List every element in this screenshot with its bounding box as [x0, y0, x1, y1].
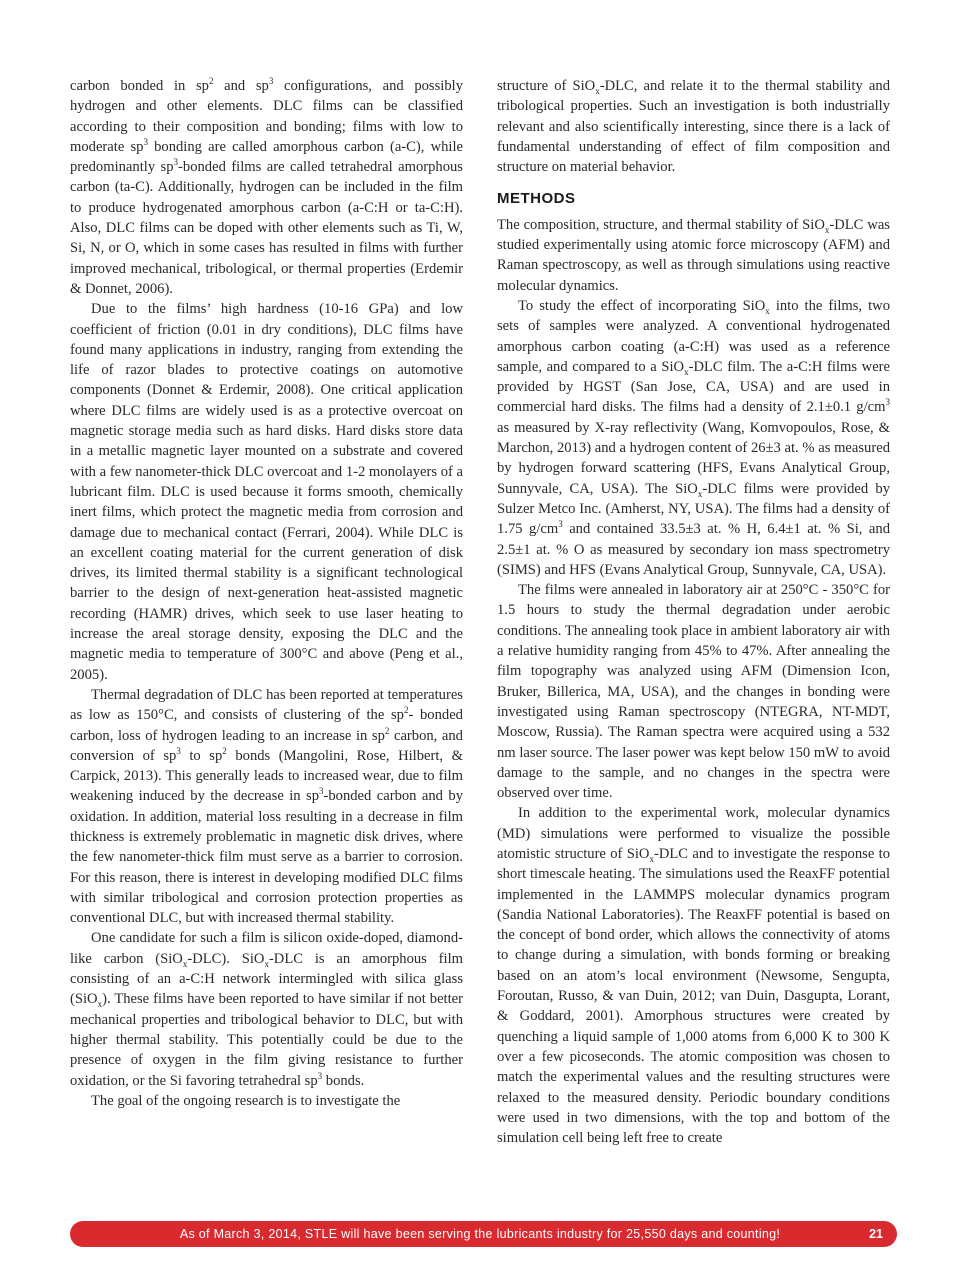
- body-paragraph: structure of SiO$_x$-DLC, and relate it to the thermal stability and tribological properties. Such an investigation is both industrially relevant and also scientifically interesting, since there is a lack of fundamental understanding of effect of film composition and structure on material behavior.: [497, 78, 890, 176]
- body-paragraph: One candidate for such a film is silicon oxide-doped, diamond-like carbon (SiO$_x$-DLC). SiO$_x$-DLC is an amorphous film consisting of an a-C:H network intermingled with silica glass (SiO$_x$). These films have been reported to have similar if not better mechanical properties and tribological behavior to DLC, but with higher thermal stability. This potentially could be due to the presence of oxygen in the film giving resistance to further oxidation, or the Si favoring tetrahedral $sp^3$ bonds.: [70, 930, 463, 1089]
- body-paragraph: carbon bonded in $sp^2$ and $sp^3$ configurations, and possibly hydrogen and other elements. DLC films can be classified according to their composition and bonding; films with low to moderate $sp^3$ bonding are called amorphous carbon (a-C), while predominantly $sp^3$-bonded films are called tetrahedral amorphous carbon (ta-C). Additionally, hydrogen can be included in the film to produce hydrogenated amorphous carbon (a-C:H or ta-C:H). Also, DLC films can be doped with other elements such as Ti, W, Si, N, or O, which in some cases has resulted in films with further improved mechanical, tribological, or thermal properties (Erdemir & Donnet, 2006).: [70, 76, 463, 297]
- section-heading: METHODS: [497, 190, 576, 208]
- body-paragraph: To study the effect of incorporating SiO$_x$ into the films, two sets of samples were analyzed. A conventional hydrogenated amorphous carbon coating (a-C:H) was used as a reference sample, and compared to a SiO$_x$-DLC film. The a-C:H films were provided by HGST (San Jose, CA, USA) and are used in commercial hard disks. The films had a density of 2.1±0.1 $g/cm^3$ as measured by X-ray reflectivity (Wang, Komvopoulos, Rose, & Marchon, 2013) and a hydrogen content of 26±3 at. % as measured by hydrogen forward scattering (HFS, Evans Analytical Group, Sunnyvale, CA, USA). The SiO$_x$-DLC films were provided by Sulzer Metco Inc. (Amherst, NY, USA). The films had a density of 1.75 $g/cm^3$ and contained 33.5±3 at. % H, 6.4±1 at. % Si, and 2.5±1 at. % O as measured by secondary ion mass spectrometry (SIMS) and HFS (Evans Analytical Group, Sunnyvale, CA, USA).: [497, 297, 891, 578]
- body-paragraph: In addition to the experimental work, molecular dynamics (MD) simulations were performed to visualize the possible atomistic structure of SiO$_x$-DLC and to investigate the response to short timescale heating. The simulations used the ReaxFF potential implemented in the LAMMPS molecular dynamics program (Sandia National Laboratories). The ReaxFF potential is based on the concept of bond order, which allows the connectivity of atoms to change during a simulation, with bonds forming or breaking based on an atom’s local environment (Newsome, Sengupta, Foroutan, Russo, & van Duin, 2012; van Duin, Dasgupta, Lorant, & Goddard, 2001). Amorphous structures were created by quenching a liquid sample of 1,000 atoms from 6,000 K to 300 K over a few picoseconds. The atomic composition was chosen to match the experimental values and the resulting structures were relaxed to the measured density. Periodic boundary conditions were used in two dimensions, with the top and bottom of the simulation cell being left free to create: [497, 805, 890, 1147]
- page-number: 21: [869, 1227, 883, 1241]
- body-paragraph: The films were annealed in laboratory air at 250°C - 350°C for 1.5 hours to study the thermal degradation under aerobic conditions. The annealing took place in ambient laboratory air with a relative humidity ranging from 45% to 47%. After annealing the film topography was analyzed using AFM (Dimension Icon, Bruker, Billerica, MA, USA), and the changes in bonding were investigated using Raman spectroscopy (NTEGRA, NT-MDT, Moscow, Russia). The Raman spectra were acquired using a 532 nm laser source. The laser power was kept below 150 mW to avoid damage to the sample, and no changes in the spectra were observed over time.: [497, 582, 890, 802]
- body-paragraph: The goal of the ongoing research is to investigate the: [91, 1092, 401, 1109]
- body-paragraph: The composition, structure, and thermal stability of SiO$_x$-DLC was studied experimentally using atomic force microscopy (AFM) and Raman spectroscopy, as well as through simulations using reactive molecular dynamics.: [497, 216, 890, 294]
- body-paragraph: Due to the films’ high hardness (10-16 GPa) and low coefficient of friction (0.01 in dry conditions), DLC films have found many applications in industry, ranging from extending the life of razor blades to protective coatings on automotive components (Donnet & Erdemir, 2008). One critical application where DLC films are widely used is as a protective overcoat on magnetic storage media such as hard disks. Hard disks store data in a metallic magnetic layer mounted on a substrate and covered with a few nanometer-thick DLC overcoat and 1-2 monolayers of a lubricant film. DLC is used because it forms smooth, chemically inert films, which protect the magnetic media from corrosion and damage due to mechanical contact (Ferrari, 2004). While DLC is an excellent coating material for the current generation of disk drives, its limited thermal stability is a significant technological barrier to the design of next-generation heat-assisted magnetic recording (HAMR) drives, which seek to use laser heating to increase the areal storage density, exposing the DLC and the magnetic media to temperature of 300°C and above (Peng et al., 2005).: [70, 301, 463, 683]
- body-paragraph: Thermal degradation of DLC has been reported at temperatures as low as 150°C, and consists of clustering of the $sp^2-$ bonded carbon, loss of hydrogen leading to an increase in $sp^2$ carbon, and conversion of $sp^3$ to $sp^2$ bonds (Mangolini, Rose, Hilbert, & Carpick, 2013). This generally leads to increased wear, due to film weakening induced by the decrease in $sp^3$-bonded carbon and by oxidation. In addition, material loss resulting in a decrease in film thickness is extremely problematic in magnetic disk drives, where the few nanometer-thick film must serve as a barrier to corrosion. For this reason, there is interest in developing modified DLC films with similar tribological and corrosion protection properties as conventional DLC, but with increased thermal stability.: [70, 686, 463, 927]
- right-column: [497, 76, 890, 1148]
- left-column: [70, 76, 463, 1111]
- footer-banner: [70, 1221, 897, 1247]
- footer-banner-text: As of March 3, 2014, STLE will have been serving the lubricants industry for 25,550 days and counting!: [179, 1227, 781, 1241]
